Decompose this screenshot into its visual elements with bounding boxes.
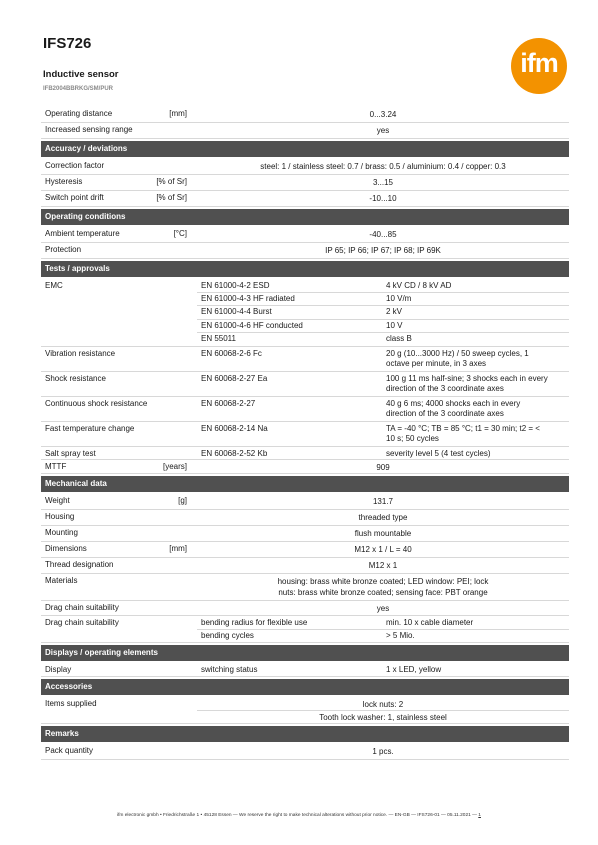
row-mounting xyxy=(41,526,569,542)
value-line-2: direction of the 3 coordinate axes xyxy=(386,384,504,393)
value: 131.7 xyxy=(372,497,394,506)
row-drag-chain-2 xyxy=(41,616,569,643)
row-continuous-shock xyxy=(41,397,569,422)
footer-text: ifm electronic gmbh • Friedrichstraße 1 • 45128 Essen — We reserve the right to make technical alterations without prior notice. — EN-GB — IFS726-01 — 05.11.2021 — xyxy=(117,813,477,818)
value: yes xyxy=(376,604,390,613)
std: EN 60068-2-14 Na xyxy=(201,424,268,433)
label: Dimensions xyxy=(45,544,87,553)
logo-text: ifm xyxy=(520,48,558,78)
key-2: bending cycles xyxy=(201,631,254,640)
value: flush mountable xyxy=(354,529,412,538)
emc-val-2: 10 V/m xyxy=(386,294,412,303)
label: Salt spray test xyxy=(45,449,96,458)
value-line-1: lock nuts: 2 xyxy=(362,700,404,709)
key-1: bending radius for flexible use xyxy=(201,618,308,627)
std: EN 60068-2-6 Fc xyxy=(201,349,262,358)
emc-std-5: EN 55011 xyxy=(201,334,236,343)
value-line-1: 40 g 6 ms; 4000 shocks each in every xyxy=(386,399,521,408)
row-mttf xyxy=(41,460,569,474)
section-operating: Operating conditions xyxy=(41,209,569,225)
value-2: > 5 Mio. xyxy=(386,631,415,640)
emc-val-3: 2 kV xyxy=(386,307,403,316)
label: Drag chain suitability xyxy=(45,603,119,612)
label: Protection xyxy=(45,245,82,254)
row-salt xyxy=(41,447,569,460)
label: Switch point drift xyxy=(45,193,104,202)
value: 0...3.24 xyxy=(369,110,397,119)
value-line-2: octave per minute, in 3 axes xyxy=(386,359,487,368)
label: Thread designation xyxy=(45,560,114,569)
label: Items supplied xyxy=(45,699,97,708)
value: 1 pcs. xyxy=(372,747,394,756)
spec-table xyxy=(41,107,569,760)
row-dimensions xyxy=(41,542,569,558)
row-correction xyxy=(41,159,569,175)
unit: [mm] xyxy=(169,544,187,553)
value: M12 x 1 / L = 40 xyxy=(354,545,412,554)
label: Hysteresis xyxy=(45,177,83,186)
product-subtitle: Inductive sensor xyxy=(43,69,119,80)
value-line-2: nuts: brass white bronze coated; sensing face: PBT orange xyxy=(278,588,488,597)
value-line-2: 10 s; 50 cycles xyxy=(386,434,439,443)
value: 909 xyxy=(376,463,390,472)
emc-std-2: EN 61000-4-3 HF radiated xyxy=(201,294,295,303)
label: MTTF xyxy=(45,462,67,471)
unit: [% of Sr] xyxy=(156,193,187,202)
emc-std-3: EN 61000-4-4 Burst xyxy=(201,307,272,316)
value-line-2: direction of the 3 coordinate axes xyxy=(386,409,504,418)
unit: [°C] xyxy=(173,229,187,238)
emc-std-4: EN 61000-4-6 HF conducted xyxy=(201,321,303,330)
value: 3...15 xyxy=(372,178,393,187)
row-items-supplied xyxy=(41,697,569,724)
key: switching status xyxy=(201,665,258,674)
emc-val-1: 4 kV CD / 8 kV AD xyxy=(386,281,452,290)
section-tests: Tests / approvals xyxy=(41,261,569,277)
row-fast-temp xyxy=(41,422,569,447)
row-increased-range xyxy=(41,123,569,139)
label: Mounting xyxy=(45,528,78,537)
label: Fast temperature change xyxy=(45,424,135,433)
value: -40...85 xyxy=(369,230,397,239)
label: Display xyxy=(45,665,72,674)
emc-val-4: 10 V xyxy=(386,321,403,330)
value: M12 x 1 xyxy=(368,561,398,570)
ifm-logo xyxy=(511,38,567,94)
footer xyxy=(0,813,598,818)
emc-val-5: class B xyxy=(386,334,412,343)
section-displays: Displays / operating elements xyxy=(41,645,569,661)
value-line-1: 100 g 11 ms half-sine; 3 shocks each in every xyxy=(386,374,548,383)
row-vibration xyxy=(41,347,569,372)
row-housing xyxy=(41,510,569,526)
label: Drag chain suitability xyxy=(45,618,119,627)
value-1: min. 10 x cable diameter xyxy=(386,618,474,627)
value: threaded type xyxy=(358,513,408,522)
row-operating-distance xyxy=(41,107,569,123)
row-shock xyxy=(41,372,569,397)
label: Housing xyxy=(45,512,75,521)
row-emc xyxy=(41,279,569,347)
label: Shock resistance xyxy=(45,374,106,383)
label: EMC xyxy=(45,281,63,290)
std: EN 60068-2-27 Ea xyxy=(201,374,268,383)
label: Vibration resistance xyxy=(45,349,116,358)
label: Correction factor xyxy=(45,161,105,170)
value: IP 65; IP 66; IP 67; IP 68; IP 69K xyxy=(325,246,441,255)
label: Ambient temperature xyxy=(45,229,120,238)
std: EN 60068-2-52 Kb xyxy=(201,449,268,458)
row-drift xyxy=(41,191,569,207)
value: yes xyxy=(376,126,390,135)
unit: [mm] xyxy=(169,109,187,118)
value: -10...10 xyxy=(369,194,397,203)
label: Materials xyxy=(45,576,78,585)
row-weight xyxy=(41,494,569,510)
section-accessories: Accessories xyxy=(41,679,569,695)
section-remarks: Remarks xyxy=(41,726,569,742)
value-line-1: TA = -40 °C; TB = 85 °C; t1 = 30 min; t2 = < xyxy=(386,424,540,433)
value-line-2: Tooth lock washer: 1, stainless steel xyxy=(319,713,447,722)
value: steel: 1 / stainless steel: 0.7 / brass: 0.5 / aluminium: 0.4 / copper: 0.3 xyxy=(260,162,506,171)
row-hysteresis xyxy=(41,175,569,191)
row-pack-quantity xyxy=(41,744,569,760)
label: Operating distance xyxy=(45,109,113,118)
article-number: IFB2004BBRKG/SM/PUR xyxy=(43,86,114,92)
row-thread xyxy=(41,558,569,574)
row-drag-chain-1 xyxy=(41,601,569,616)
value: severity level 5 (4 test cycles) xyxy=(386,449,491,458)
label: Continuous shock resistance xyxy=(45,399,148,408)
section-accuracy: Accuracy / deviations xyxy=(41,141,569,157)
row-protection xyxy=(41,243,569,259)
value: 1 x LED, yellow xyxy=(386,665,442,674)
row-display xyxy=(41,663,569,677)
emc-std-1: EN 61000-4-2 ESD xyxy=(201,281,270,290)
unit: [g] xyxy=(178,496,187,505)
value-line-1: 20 g (10...3000 Hz) / 50 sweep cycles, 1 xyxy=(386,349,529,358)
unit: [% of Sr] xyxy=(156,177,187,186)
section-mechanical: Mechanical data xyxy=(41,476,569,492)
page-number-link[interactable]: 1 xyxy=(478,813,481,818)
label: Weight xyxy=(45,496,70,505)
std: EN 60068-2-27 xyxy=(201,399,256,408)
unit: [years] xyxy=(162,462,187,471)
row-ambient xyxy=(41,227,569,243)
product-title: IFS726 xyxy=(43,35,92,52)
value-line-1: housing: brass white bronze coated; LED window: PEI; lock xyxy=(277,577,489,586)
row-materials xyxy=(41,574,569,601)
label: Pack quantity xyxy=(45,746,94,755)
label: Increased sensing range xyxy=(45,125,133,134)
